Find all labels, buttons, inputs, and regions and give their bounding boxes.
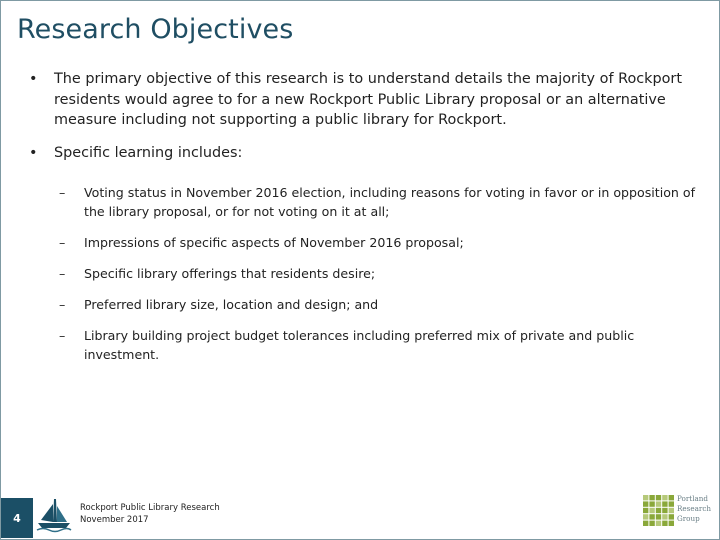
page-number: 4 — [1, 498, 33, 538]
prg-grid-cell — [649, 521, 654, 526]
prg-grid-cell — [649, 514, 654, 519]
prg-grid-cell — [656, 521, 661, 526]
prg-grid-cell — [662, 514, 667, 519]
sub-bullet-item — [59, 233, 709, 252]
sub-bullet-marker: – — [59, 328, 66, 343]
prg-line-2: Research — [677, 504, 711, 513]
prg-grid-cell — [643, 514, 648, 519]
prg-grid-cell — [669, 501, 674, 506]
footer-line-1: Rockport Public Library Research — [80, 503, 220, 513]
sub-bullet-item — [59, 264, 709, 283]
prg-line-1: Portland — [677, 494, 709, 503]
prg-grid-cell — [643, 495, 648, 500]
prg-grid-cell — [669, 521, 674, 526]
prg-grid-cell — [662, 501, 667, 506]
bullet-text: The primary objective of this research is to understand details the majority of Rockport residents would agree to for a new Rockport Public Library proposal or an alternative measure including not supporting a public library for Rockport. — [54, 71, 682, 128]
sub-bullet-marker: – — [59, 235, 66, 250]
prg-logo-text — [677, 494, 711, 524]
sub-bullet-text: Voting status in November 2016 election, including reasons for voting in favor or in opposition of the library proposal, or for not voting on it at all; — [84, 185, 696, 219]
prg-line-3: Group — [677, 514, 700, 523]
prg-grid-cell — [662, 508, 667, 513]
prg-grid-cell — [649, 501, 654, 506]
prg-grid-cell — [662, 521, 667, 526]
prg-grid-cell — [669, 495, 674, 500]
lighthouse-boat-logo-icon — [35, 496, 73, 534]
prg-grid-cell — [643, 501, 648, 506]
prg-grid-cell — [649, 495, 654, 500]
slide-title: Research Objectives — [17, 14, 294, 45]
prg-grid-cell — [656, 508, 661, 513]
prg-grid-cell — [669, 508, 674, 513]
prg-grid-cell — [649, 508, 654, 513]
bullet-marker: • — [29, 144, 38, 161]
prg-grid-cell — [656, 495, 661, 500]
sub-bullet-text: Specific library offerings that residents desire; — [84, 266, 376, 281]
sub-bullet-item — [59, 326, 709, 364]
sub-bullet-marker: – — [59, 185, 66, 200]
footer-line-2: November 2017 — [80, 515, 149, 525]
bullet-marker: • — [29, 71, 38, 87]
sub-bullet-marker: – — [59, 266, 66, 281]
prg-grid-cell — [662, 495, 667, 500]
prg-grid-cell — [669, 514, 674, 519]
bullet-item — [29, 143, 689, 164]
footer-text — [80, 502, 220, 526]
bullet-list — [29, 69, 689, 163]
sub-bullet-text: Preferred library size, location and design; and — [84, 297, 379, 312]
bullet-item — [29, 69, 689, 131]
prg-grid-cell — [643, 521, 648, 526]
bullet-text: Specific learning includes: — [54, 144, 243, 161]
prg-grid-cell — [656, 501, 661, 506]
sub-bullet-text: Impressions of specific aspects of November 2016 proposal; — [84, 235, 464, 250]
sub-bullet-text: Library building project budget tolerances including preferred mix of private and public investment. — [84, 328, 635, 362]
prg-grid-cell — [656, 514, 661, 519]
sub-bullet-marker: – — [59, 297, 66, 312]
prg-grid-cell — [643, 508, 648, 513]
sub-bullet-item — [59, 183, 709, 221]
sub-bullet-list — [59, 183, 709, 376]
sub-bullet-item — [59, 295, 709, 314]
